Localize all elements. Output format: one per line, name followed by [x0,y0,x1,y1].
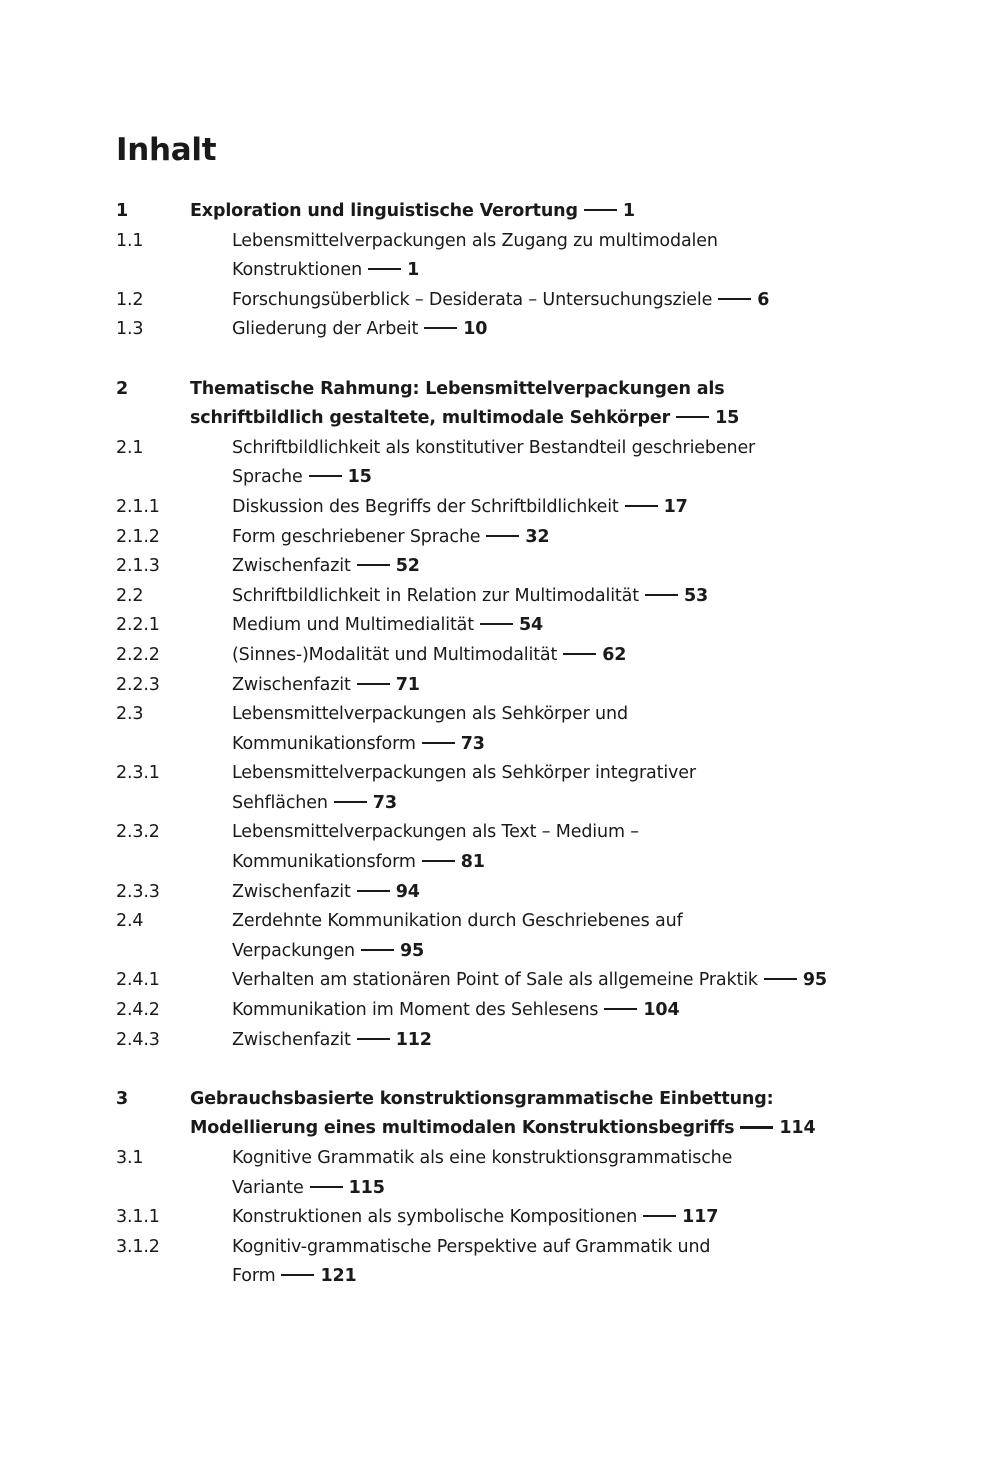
leader-dash [281,1274,314,1276]
leader-dash [310,1186,343,1188]
toc-entry-line [232,582,896,612]
toc-entry-line [232,493,896,523]
toc-chapter [116,197,896,345]
page-title: Inhalt [116,132,217,168]
toc-entry-line [190,1114,896,1144]
toc-page-number: 1 [622,201,635,221]
toc-entry-number: 2.2 [116,585,144,606]
toc-entry-line-text: Kommunikationsform [232,852,416,873]
toc-entry[interactable] [116,1144,896,1203]
toc-entry-line-text: Zerdehnte Kommunikation durch Geschriebenes auf [232,911,683,932]
toc-page-number: 95 [802,970,827,991]
toc-entry[interactable] [116,878,896,908]
toc-entry-line-text: Exploration und linguistische Verortung [190,201,578,221]
toc-entry-number: 2.4.3 [116,1029,160,1050]
toc-entry-title [232,671,896,701]
toc-entry-line [190,404,896,434]
toc-entry-title [232,493,896,523]
toc-entry-number: 2.1.1 [116,496,160,517]
toc-entry-line-text: Verhalten am stationären Point of Sale als allgemeine Praktik [232,970,758,991]
toc-entry-title [232,759,896,818]
leader-dash [645,594,678,596]
toc-page-number: 95 [399,940,425,961]
toc-entry-line-text: (Sinnes-)Modalität und Multimodalität [232,644,558,665]
toc-entry-title [232,1026,896,1056]
toc-entry-line-text: Zwischenfazit [232,556,351,577]
leader-dash [357,890,390,892]
toc-entry-line-text: Verpackungen [232,940,355,961]
toc-entry-title [232,1233,896,1292]
leader-dash [584,209,617,212]
toc-entry-line-text: Sehflächen [232,792,328,813]
toc-entry[interactable] [116,493,896,523]
toc-entry-line [232,227,896,257]
toc-entry-line [190,375,896,405]
toc-entry-line [232,611,896,641]
toc-chapter-entry[interactable] [116,197,896,227]
toc-chapter [116,375,896,1056]
toc-entry-number: 3 [116,1088,129,1109]
leader-dash [486,535,519,537]
leader-dash [604,1008,637,1010]
leader-dash [718,298,751,300]
toc-entry-line [232,848,896,878]
toc-entry-number: 2.3 [116,704,144,725]
leader-dash [357,564,390,566]
leader-dash [357,1038,390,1040]
toc-entry-line [232,641,896,671]
toc-entry-title [232,523,896,553]
toc-entry-title [232,700,896,759]
toc-entry-line-text: schriftbildlich gestaltete, multimodale Sehkörper [190,408,671,429]
table-of-contents [116,128,896,1322]
toc-entry-line-text: Lebensmittelverpackungen als Text – Medium – [232,822,639,843]
toc-page-number: 62 [602,644,627,665]
toc-entry-line [232,1144,896,1174]
toc-entry-line-text: Lebensmittelverpackungen als Sehkörper und [232,704,628,725]
toc-entry-line-text: Schriftbildlichkeit in Relation zur Multimodalität [232,585,639,606]
toc-entry-line [232,256,896,286]
toc-entry-title [232,996,896,1026]
toc-entry-title [232,966,896,996]
toc-entry[interactable] [116,818,896,877]
toc-entry-line [232,552,896,582]
toc-entry-line-text: Gebrauchsbasierte konstruktionsgrammatische Einbettung: [190,1088,774,1109]
leader-dash [357,683,390,685]
toc-entry-line-text: Konstruktionen als symbolische Kompositionen [232,1207,638,1228]
toc-entry-line-text: Variante [232,1177,304,1198]
toc-entry-title [232,434,896,493]
toc-entry-title [232,1203,896,1233]
toc-entry-number: 1 [116,201,129,221]
toc-entry-line [232,759,896,789]
toc-entry-number: 3.1.2 [116,1236,160,1257]
toc-entry[interactable] [116,996,896,1026]
toc-entry-number: 2.1.2 [116,526,160,547]
toc-entry-line [232,671,896,701]
toc-entry[interactable] [116,759,896,818]
toc-entry-number: 2.2.3 [116,674,160,695]
toc-entry-title [190,1085,896,1144]
leader-dash [643,1215,676,1217]
toc-page-number: 10 [463,319,488,340]
toc-entry-line [232,523,896,553]
toc-page-number: 112 [395,1029,432,1050]
toc-entry-title [232,227,896,286]
toc-entry-line-text: Konstruktionen [232,260,363,281]
toc-page-number: 15 [715,408,740,429]
toc-entry-line-text: Sprache [232,467,303,488]
toc-entry-line-text: Lebensmittelverpackungen als Zugang zu multimodalen [232,230,718,251]
toc-entry-line-text: Kognitiv-grammatische Perspektive auf Grammatik und [232,1236,711,1257]
toc-entry-number: 1.1 [116,230,144,251]
toc-entry[interactable] [116,227,896,286]
toc-entry[interactable] [116,1203,896,1233]
toc-entry[interactable] [116,671,896,701]
toc-entry-line [232,434,896,464]
toc-page-number: 6 [757,289,770,310]
leader-dash [764,978,797,980]
toc-entry[interactable] [116,523,896,553]
toc-entry-line-text: Modellierung eines multimodalen Konstruktionsbegriffs [190,1118,735,1139]
toc-entry[interactable] [116,907,896,966]
toc-page-number: 15 [347,467,372,488]
toc-entry-number: 3.1.1 [116,1207,160,1228]
toc-entry-number: 2.1.3 [116,556,160,577]
toc-entry-line-text: Form [232,1266,276,1287]
toc-entry-line-text: Kommunikation im Moment des Sehlesens [232,1000,599,1021]
toc-entry-line [232,1174,896,1204]
toc-entry-title [190,197,896,227]
toc-entry-number: 2.2.1 [116,615,160,636]
toc-entry-line [232,818,896,848]
toc-page-number: 73 [460,733,485,754]
leader-dash [740,1126,773,1129]
toc-entry-line-text: Kognitive Grammatik als eine konstruktionsgrammatische [232,1148,733,1168]
toc-entry-number: 2.4 [116,911,144,932]
toc-entry-title [232,818,896,877]
leader-dash [368,268,401,270]
toc-page-number: 94 [395,881,420,902]
toc-entry-title [232,582,896,612]
toc-entry-line [232,996,896,1026]
toc-entry-number: 1.2 [116,289,144,310]
leader-dash [424,327,457,329]
toc-entry-line [232,937,896,967]
toc-entry-line-text: Form geschriebener Sprache [232,526,481,547]
toc-entry-line [232,1233,896,1263]
toc-entry-title [232,286,896,316]
toc-entry-title [232,641,896,671]
toc-entry[interactable] [116,611,896,641]
leader-dash [480,623,513,625]
toc-page-number: 115 [348,1177,385,1198]
leader-dash [422,742,455,744]
toc-entry-line-text: Zwischenfazit [232,1029,351,1050]
toc-entry[interactable] [116,966,896,996]
toc-entry-line-text: Forschungsüberblick – Desiderata – Untersuchungsziele [232,289,713,310]
toc-entry-line [232,700,896,730]
toc-entry-number: 3.1 [116,1148,144,1168]
leader-dash [422,860,455,862]
toc-entry-title [232,1144,896,1203]
toc-entry-number: 2.1 [116,437,144,458]
toc-entry-number: 2.2.2 [116,644,160,665]
toc-page-number: 54 [518,615,544,636]
toc-entry-line [232,1026,896,1056]
toc-body [116,197,896,1292]
toc-entry-line-text: Diskussion des Begriffs der Schriftbildlichkeit [232,496,619,517]
toc-entry-line [232,789,896,819]
toc-entry-line-text: Schriftbildlichkeit als konstitutiver Bestandteil geschriebener [232,437,756,458]
toc-entry-number: 2 [116,378,129,399]
toc-entry-line-text: Lebensmittelverpackungen als Sehkörper integrativer [232,763,696,784]
toc-page-number: 104 [643,1000,680,1021]
toc-entry[interactable] [116,641,896,671]
toc-page-number: 52 [395,556,420,577]
toc-page-number: 121 [320,1266,357,1287]
toc-entry-line [232,1203,896,1233]
toc-entry-title [232,552,896,582]
toc-entry-line [232,966,896,996]
toc-page-number: 81 [460,852,485,873]
toc-page-number: 53 [683,585,708,606]
toc-chapter-entry[interactable] [116,1085,896,1144]
toc-entry-number: 2.3.2 [116,822,160,843]
toc-entry-line [232,1262,896,1292]
toc-page-number: 117 [682,1207,719,1228]
toc-entry-line [232,315,896,345]
toc-page-number: 114 [779,1118,816,1139]
toc-entry-line-text: Kommunikationsform [232,733,416,754]
toc-entry-line [232,730,896,760]
leader-dash [361,949,394,951]
toc-entry-number: 1.3 [116,319,144,340]
leader-dash [676,416,709,419]
toc-entry-number: 2.3.1 [116,763,160,784]
toc-entry-line [190,1085,896,1115]
toc-entry[interactable] [116,434,896,493]
toc-entry[interactable] [116,286,896,316]
toc-entry-line-text: Thematische Rahmung: Lebensmittelverpackungen als [190,378,725,399]
leader-dash [563,653,596,655]
toc-entry[interactable] [116,582,896,612]
leader-dash [625,505,658,507]
toc-entry-line [232,878,896,908]
leader-dash [334,801,367,803]
toc-entry-line [232,286,896,316]
toc-chapter [116,1085,896,1292]
toc-page-number: 1 [407,260,420,281]
toc-entry[interactable] [116,315,896,345]
toc-entry-title [232,611,896,641]
toc-entry-line [190,197,896,227]
toc-entry-number: 2.3.3 [116,881,160,902]
toc-entry-number: 2.4.2 [116,1000,160,1021]
toc-entry-line [232,463,896,493]
toc-entry-line-text: Zwischenfazit [232,881,351,902]
toc-page-number: 17 [663,496,688,517]
toc-entry[interactable] [116,1026,896,1056]
toc-entry-title [232,878,896,908]
toc-entry-line-text: Gliederung der Arbeit [232,319,419,340]
toc-entry-title [190,375,896,434]
toc-page-number: 32 [525,526,550,547]
toc-entry-line [232,907,896,937]
toc-chapter-entry[interactable] [116,375,896,434]
toc-entry-line-text: Medium und Multimedialität [232,615,474,636]
toc-entry-title [232,907,896,966]
toc-entry-line-text: Zwischenfazit [232,674,351,695]
toc-entry-title [232,315,896,345]
toc-entry[interactable] [116,552,896,582]
toc-entry-number: 2.4.1 [116,970,160,991]
toc-entry[interactable] [116,1233,896,1292]
leader-dash [309,475,342,477]
toc-page-number: 71 [395,674,420,695]
toc-entry[interactable] [116,700,896,759]
toc-page-number: 73 [372,792,397,813]
